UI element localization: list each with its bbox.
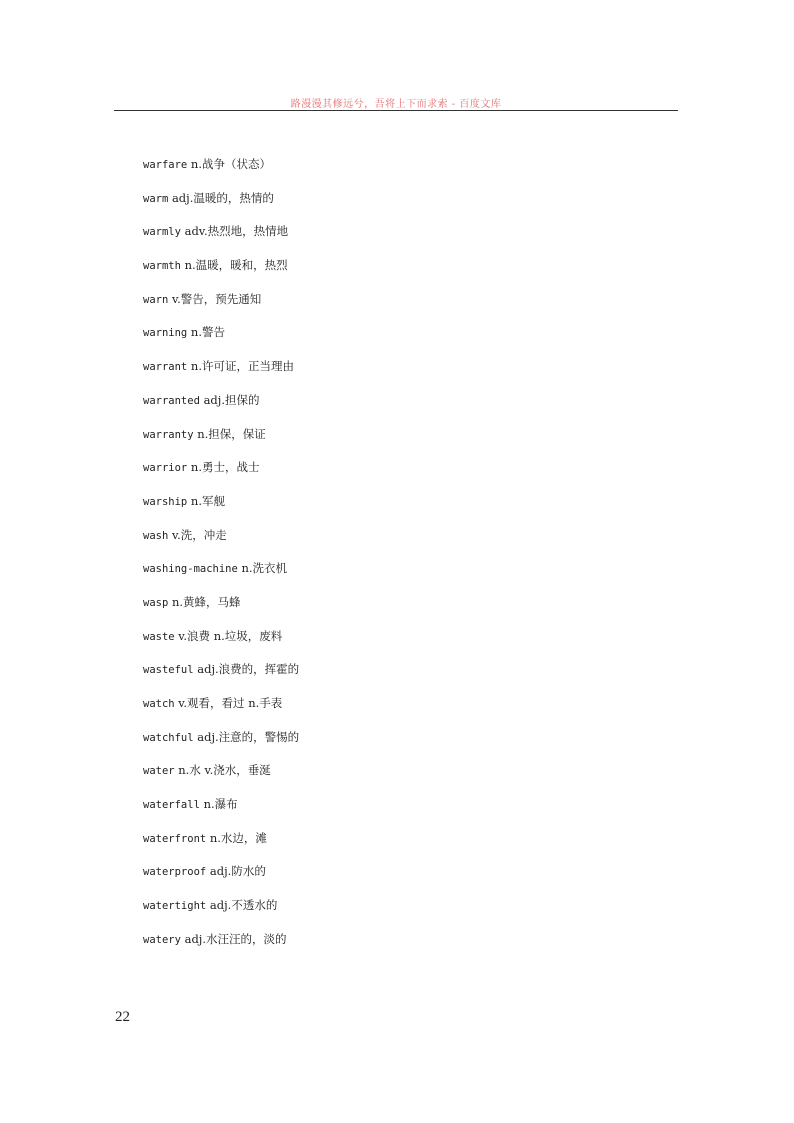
entry-definition: v.洗，冲走	[171, 527, 227, 542]
list-item	[143, 759, 299, 793]
entry-definition: n.黄蜂，马蜂	[171, 594, 241, 609]
entry-definition: n.许可证，正当理由	[190, 359, 294, 374]
list-item	[143, 625, 299, 659]
entry-word: water	[143, 765, 175, 778]
entry-word: wasp	[143, 596, 169, 609]
entry-word: watch	[143, 698, 175, 710]
entry-definition: n.瀑布	[203, 797, 238, 812]
entry-word: warmly	[143, 226, 181, 239]
entry-definition: n.勇士，战士	[190, 460, 260, 475]
entry-definition: adj.担保的	[203, 392, 260, 407]
entry-word: watchful	[143, 731, 194, 744]
entry-word: watery	[143, 933, 181, 946]
entry-word: warship	[143, 495, 188, 508]
entry-definition: adj.注意的，警惕的	[197, 729, 300, 744]
entry-definition: n.洗衣机	[241, 561, 288, 576]
entry-definition: adj.不透水的	[209, 898, 278, 913]
entry-definition: n.水 v.浇水，垂涎	[178, 763, 271, 778]
entry-word: warm	[143, 192, 169, 205]
entry-word: warrior	[143, 462, 188, 475]
entry-word: wash	[143, 529, 169, 542]
list-item	[143, 894, 299, 928]
entry-word: waterfall	[143, 799, 200, 812]
entry-definition: v.观看，看过 n.手表	[178, 696, 283, 710]
entry-definition: n.水边，滩	[209, 830, 267, 845]
list-item	[143, 220, 299, 254]
entry-definition: adj.浪费的，挥霍的	[197, 662, 300, 677]
list-item	[143, 355, 299, 389]
list-item	[143, 928, 299, 962]
list-item	[143, 321, 299, 355]
list-item	[143, 490, 299, 524]
entry-definition: n.军舰	[190, 493, 225, 508]
list-item	[143, 591, 299, 625]
list-item	[143, 557, 299, 591]
vocabulary-list	[143, 153, 299, 962]
list-item	[143, 827, 299, 861]
entry-word: warmth	[143, 260, 181, 273]
list-item	[143, 254, 299, 288]
entry-word: warrant	[143, 361, 188, 374]
entry-word: warfare	[143, 159, 188, 171]
list-item	[143, 456, 299, 490]
list-item	[143, 658, 299, 692]
list-item	[143, 288, 299, 322]
entry-definition: n.温暖，暖和，热烈	[184, 258, 288, 273]
entry-word: waterproof	[143, 866, 207, 879]
list-item	[143, 389, 299, 423]
list-item	[143, 793, 299, 827]
list-item	[143, 524, 299, 558]
entry-word: waterfront	[143, 832, 207, 845]
header-text: 路漫漫其修远兮，吾将上下而求索 - 百度文库	[290, 99, 502, 110]
entry-word: warranted	[143, 394, 200, 407]
entry-word: waste	[143, 630, 175, 643]
entry-word: warning	[143, 327, 188, 340]
list-item	[143, 187, 299, 221]
entry-definition: adv.热烈地，热情地	[184, 224, 289, 239]
list-item	[143, 423, 299, 457]
entry-definition: adj.温暖的，热情的	[171, 190, 274, 205]
list-item	[143, 726, 299, 760]
entry-definition: v.警告，预先通知	[171, 291, 262, 306]
entry-definition: adj.防水的	[209, 864, 266, 879]
entry-definition: n.警告	[190, 325, 225, 340]
entry-word: warranty	[143, 428, 194, 441]
page-number: 22	[115, 1009, 130, 1025]
entry-definition: n.担保，保证	[197, 426, 266, 441]
entry-word: watertight	[143, 900, 207, 913]
entry-definition: v.浪费 n.垃圾，废料	[178, 628, 283, 643]
list-item	[143, 860, 299, 894]
page-header	[114, 92, 678, 111]
entry-word: warn	[143, 293, 169, 306]
entry-word: wasteful	[143, 664, 194, 677]
entry-definition: n.战争（状态）	[190, 157, 271, 171]
list-item	[143, 153, 299, 187]
list-item	[143, 692, 299, 726]
entry-word: washing-machine	[143, 563, 238, 576]
entry-definition: adj.水汪汪的，淡的	[184, 931, 287, 946]
